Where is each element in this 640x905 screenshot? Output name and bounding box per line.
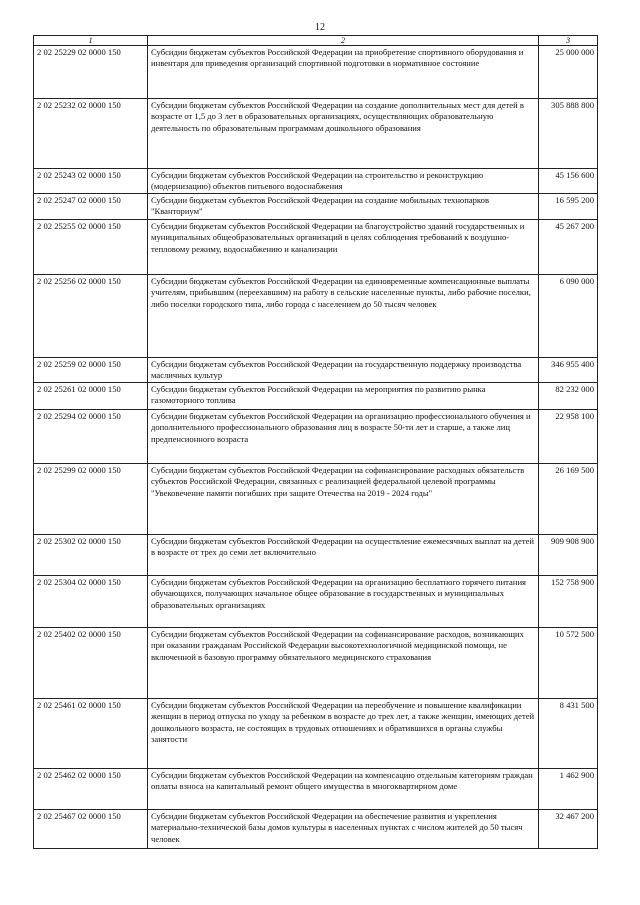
table-row (34, 46, 598, 99)
table-row (34, 628, 598, 699)
table-row (34, 383, 598, 410)
description-cell: Субсидии бюджетам субъектов Российской Федерации на государственную поддержку производства масличных культур (148, 358, 539, 383)
page-number: 12 (315, 22, 325, 33)
budget-code-cell: 2 02 25247 02 0000 150 (34, 194, 148, 220)
budget-code-cell: 2 02 25261 02 0000 150 (34, 383, 148, 410)
amount-cell: 6 090 000 (539, 275, 598, 358)
amount-cell: 346 955 400 (539, 358, 598, 383)
column-number: 1 (34, 36, 148, 46)
amount-cell: 10 572 500 (539, 628, 598, 699)
description-cell: Субсидии бюджетам субъектов Российской Федерации на обеспечение развития и укрепления материально-технической базы домов культуры в населенных пунктах с числом жителей до 50 тысяч человек (148, 810, 539, 849)
budget-code-cell: 2 02 25304 02 0000 150 (34, 576, 148, 628)
description-cell: Субсидии бюджетам субъектов Российской Федерации на мероприятия по развитию рынка газомоторного топлива (148, 383, 539, 410)
amount-cell: 1 462 900 (539, 769, 598, 810)
budget-code-cell: 2 02 25259 02 0000 150 (34, 358, 148, 383)
amount-cell: 45 156 600 (539, 169, 598, 194)
table-row (34, 220, 598, 275)
description-cell: Субсидии бюджетам субъектов Российской Федерации на создание дополнительных мест для детей в возрасте от 1,5 до 3 лет в образовательных организациях, осуществляющих образовательную деятельность по образовательным программам дошкольного образования (148, 99, 539, 169)
amount-cell: 8 431 500 (539, 699, 598, 769)
budget-code-cell: 2 02 25294 02 0000 150 (34, 410, 148, 464)
table-row (34, 275, 598, 358)
table-row (34, 169, 598, 194)
description-cell: Субсидии бюджетам субъектов Российской Федерации на софинансирование расходов, возникающих при оказании гражданам Российской Федерации высокотехнологичной медицинской помощи, не включенной в базовую программу обязательного медицинского страхования (148, 628, 539, 699)
budget-code-cell: 2 02 25243 02 0000 150 (34, 169, 148, 194)
description-cell: Субсидии бюджетам субъектов Российской Федерации на создание мобильных технопарков "Кванториум" (148, 194, 539, 220)
description-cell: Субсидии бюджетам субъектов Российской Федерации на переобучение и повышение квалификации женщин в период отпуска по уходу за ребенком в возрасте до трех лет, а также женщин, имеющих детей дошкольного возраста, не состоящих в трудовых отношениях и обратившихся в органы службы занятости (148, 699, 539, 769)
budget-code-cell: 2 02 25461 02 0000 150 (34, 699, 148, 769)
description-cell: Субсидии бюджетам субъектов Российской Федерации на организацию профессионального обучения и дополнительного профессионального образования лиц в возрасте 50-ти лет и старше, а также лиц предпенсионного возраста (148, 410, 539, 464)
budget-code-cell: 2 02 25232 02 0000 150 (34, 99, 148, 169)
table-row (34, 464, 598, 535)
budget-code-cell: 2 02 25299 02 0000 150 (34, 464, 148, 535)
table-row (34, 769, 598, 810)
budget-code-cell: 2 02 25255 02 0000 150 (34, 220, 148, 275)
description-cell: Субсидии бюджетам субъектов Российской Федерации на строительство и реконструкцию (модернизацию) объектов питьевого водоснабжения (148, 169, 539, 194)
amount-cell: 16 595 200 (539, 194, 598, 220)
table-row (34, 576, 598, 628)
amount-cell: 22 958 100 (539, 410, 598, 464)
description-cell: Субсидии бюджетам субъектов Российской Федерации на благоустройство зданий государственных и муниципальных общеобразовательных организаций в целях соблюдения требований к воздушно-тепловому режиму, водоснабжению и канализации (148, 220, 539, 275)
amount-cell: 152 758 900 (539, 576, 598, 628)
amount-cell: 45 267 200 (539, 220, 598, 275)
budget-code-cell: 2 02 25462 02 0000 150 (34, 769, 148, 810)
amount-cell: 305 888 800 (539, 99, 598, 169)
description-cell: Субсидии бюджетам субъектов Российской Федерации на софинансирование расходных обязательств субъектов Российской Федерации, связанных с реализацией федеральной целевой программы "Увековечение памяти погибших при защите Отечества на 2019 - 2024 годы" (148, 464, 539, 535)
budget-code-cell: 2 02 25467 02 0000 150 (34, 810, 148, 849)
budget-code-cell: 2 02 25256 02 0000 150 (34, 275, 148, 358)
budget-code-cell: 2 02 25302 02 0000 150 (34, 535, 148, 576)
description-cell: Субсидии бюджетам субъектов Российской Федерации на приобретение спортивного оборудования и инвентаря для приведения организаций спортивной подготовки в нормативное состояние (148, 46, 539, 99)
amount-cell: 26 169 500 (539, 464, 598, 535)
description-cell: Субсидии бюджетам субъектов Российской Федерации на единовременные компенсационные выплаты учителям, прибывшим (переехавшим) на работу в сельские населенные пункты, либо рабочие поселки, либо поселки городского типа, либо города с населением до 50 тысяч человек (148, 275, 539, 358)
amount-cell: 32 467 200 (539, 810, 598, 849)
amount-cell: 82 232 000 (539, 383, 598, 410)
table-row (34, 410, 598, 464)
table-row (34, 194, 598, 220)
description-cell: Субсидии бюджетам субъектов Российской Федерации на компенсацию отдельным категориям граждан оплаты взноса на капитальный ремонт общего имущества в многоквартирном доме (148, 769, 539, 810)
budget-code-cell: 2 02 25229 02 0000 150 (34, 46, 148, 99)
column-number: 2 (148, 36, 539, 46)
budget-code-cell: 2 02 25402 02 0000 150 (34, 628, 148, 699)
table-row (34, 99, 598, 169)
amount-cell: 909 908 900 (539, 535, 598, 576)
column-number: 3 (539, 36, 598, 46)
table-row (34, 535, 598, 576)
table-row (34, 358, 598, 383)
description-cell: Субсидии бюджетам субъектов Российской Федерации на осуществление ежемесячных выплат на детей в возрасте от трех до семи лет включительно (148, 535, 539, 576)
amount-cell: 25 000 000 (539, 46, 598, 99)
table-row (34, 810, 598, 849)
description-cell: Субсидии бюджетам субъектов Российской Федерации на организацию бесплатного горячего питания обучающихся, получающих начальное общее образование в государственных и муниципальных образовательных организациях (148, 576, 539, 628)
budget-table (33, 35, 598, 849)
column-number-row (34, 36, 598, 46)
table-row (34, 699, 598, 769)
